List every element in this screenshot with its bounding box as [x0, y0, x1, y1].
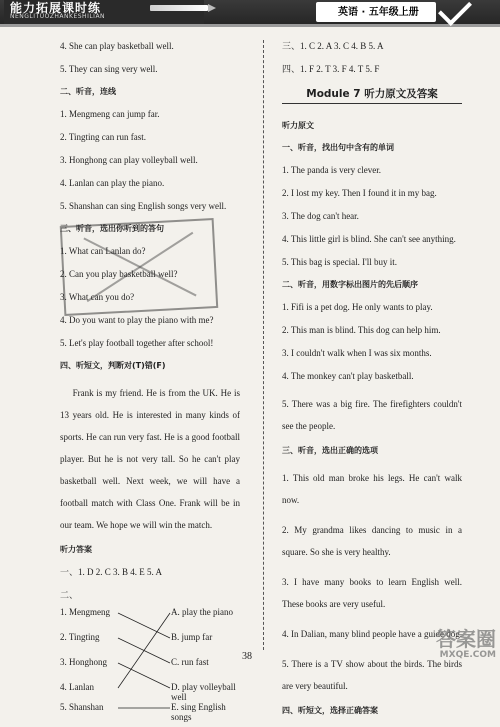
text-line: 1. The panda is very clever.: [282, 165, 382, 175]
left-column: [60, 40, 240, 722]
header-title: 能力拓展课时练: [10, 1, 102, 15]
module-title: Module 7 听力原文及答案: [282, 86, 462, 104]
section-heading: 四、听短文，选择正确答案: [282, 706, 378, 715]
text-line: 3. Honghong can play volleyball well.: [60, 155, 198, 165]
section-heading: 三、听音，选出正确的选项: [282, 446, 378, 455]
column-divider: [263, 40, 264, 650]
text-paragraph: 2. My grandma likes dancing to music in a square. So she is very healthy.: [282, 525, 462, 557]
answer-line: 三、1. C 2. A 3. C 4. B 5. A: [282, 41, 384, 51]
watermark-line2: MXQE.COM: [439, 650, 496, 660]
stamp-mark: [60, 218, 218, 316]
section-heading: 四、听短文，判断对(T)错(F): [60, 361, 166, 370]
watermark-logo: [436, 628, 496, 660]
match-right-item: D. play volleyball well: [171, 682, 236, 702]
header-title-block: [4, 0, 204, 24]
right-column: [282, 40, 462, 727]
section-heading: 二、听音，连线: [60, 87, 116, 96]
pencil-icon: [150, 5, 208, 11]
text-line: 1. Mengmeng can jump far.: [60, 109, 160, 119]
label-original: 听力原文: [282, 121, 314, 130]
text-line: 5. Let's play football together after school!: [60, 338, 214, 348]
text-line: 2. Tingting can run fast.: [60, 132, 147, 142]
match-right-item: B. jump far: [171, 632, 213, 642]
match-right-item: E. sing English songs: [171, 702, 226, 722]
watermark-line1: 答案圈: [436, 627, 496, 651]
text-line: 4. The monkey can't play basketball.: [282, 371, 414, 381]
answer-line: 四、1. F 2. T 3. F 4. T 5. F: [282, 64, 380, 74]
match-left-item: 1. Mengmeng: [60, 607, 110, 617]
text-line: 1. Fifi is a pet dog. He only wants to play.: [282, 302, 433, 312]
match-left-item: 5. Shanshan: [60, 702, 104, 712]
passage-paragraph: Frank is my friend. He is from the UK. He is 13 years old. He is interested in many kinds of sports. He can run very fast. He is a good football player. But he is not very tall. So he can't play basketball well. Next week, we will have a football match with Class One. Frank will be in our team. We hope we will win the match.: [60, 388, 240, 530]
text-line: 3. What can you do?: [60, 292, 135, 302]
text-line: 4. Lanlan can play the piano.: [60, 178, 165, 188]
section-heading: 三、听音，选出你听到的答句: [60, 224, 164, 233]
text-paragraph: 1. This old man broke his legs. He can't walk now.: [282, 473, 462, 505]
matching-answer: [60, 607, 240, 722]
text-line: 2. I lost my key. Then I found it in my bag.: [282, 188, 437, 198]
text-line: 5. This bag is special. I'll buy it.: [282, 257, 397, 267]
match-right-item: A. play the piano: [171, 607, 233, 617]
answer-line: 一、1. D 2. C 3. B 4. E 5. A: [60, 567, 163, 577]
text-paragraph: 3. I have many books to learn English well. These books are very useful.: [282, 577, 462, 609]
match-line: [118, 613, 170, 638]
match-left-item: 2. Tingting: [60, 632, 100, 642]
text-line: 2. This man is blind. This dog can help him.: [282, 325, 441, 335]
section-heading: 一、听音，找出句中含有的单词: [282, 143, 394, 152]
text-line: 5. Shanshan can sing English songs very well.: [60, 201, 227, 211]
text-line: 1. What can Lanlan do?: [60, 246, 146, 256]
text-paragraph: 4. In Dalian, many blind people have a guide dog.: [282, 629, 462, 639]
page-header: [0, 0, 500, 27]
match-right-item: C. run fast: [171, 657, 209, 667]
header-subject-tab: [316, 2, 436, 22]
match-left-item: 3. Honghong: [60, 657, 107, 667]
text-line: 2. Can you play basketball well?: [60, 269, 178, 279]
section-heading: 二、听音，用数字标出图片的先后顺序: [282, 280, 418, 289]
text-line: 3. The dog can't hear.: [282, 211, 359, 221]
answer-label: 二、: [60, 590, 79, 600]
text-paragraph: 5. There was a big fire. The firefighters couldn't see the people.: [282, 399, 462, 431]
text-line: 3. I couldn't walk when I was six months.: [282, 348, 432, 358]
match-line: [118, 663, 170, 688]
match-line: [118, 613, 170, 688]
text-line: 4. This little girl is blind. She can't see anything.: [282, 234, 456, 244]
page-number: 38: [242, 651, 252, 662]
text-paragraph: 5. There is a TV show about the birds. The birds are very beautiful.: [282, 659, 462, 691]
header-subject-label: 英语 · 五年级上册: [338, 7, 419, 18]
text-line: 4. Do you want to play the piano with me?: [60, 315, 214, 325]
header-subtitle: NENGLITUOZHANKESHILIAN: [10, 13, 106, 20]
checkmark-icon: [438, 0, 472, 26]
text-line: 5. They can sing very well.: [60, 64, 158, 74]
answers-heading: 听力答案: [60, 545, 92, 554]
text-line: 4. She can play basketball well.: [60, 41, 174, 51]
match-left-item: 4. Lanlan: [60, 682, 94, 692]
